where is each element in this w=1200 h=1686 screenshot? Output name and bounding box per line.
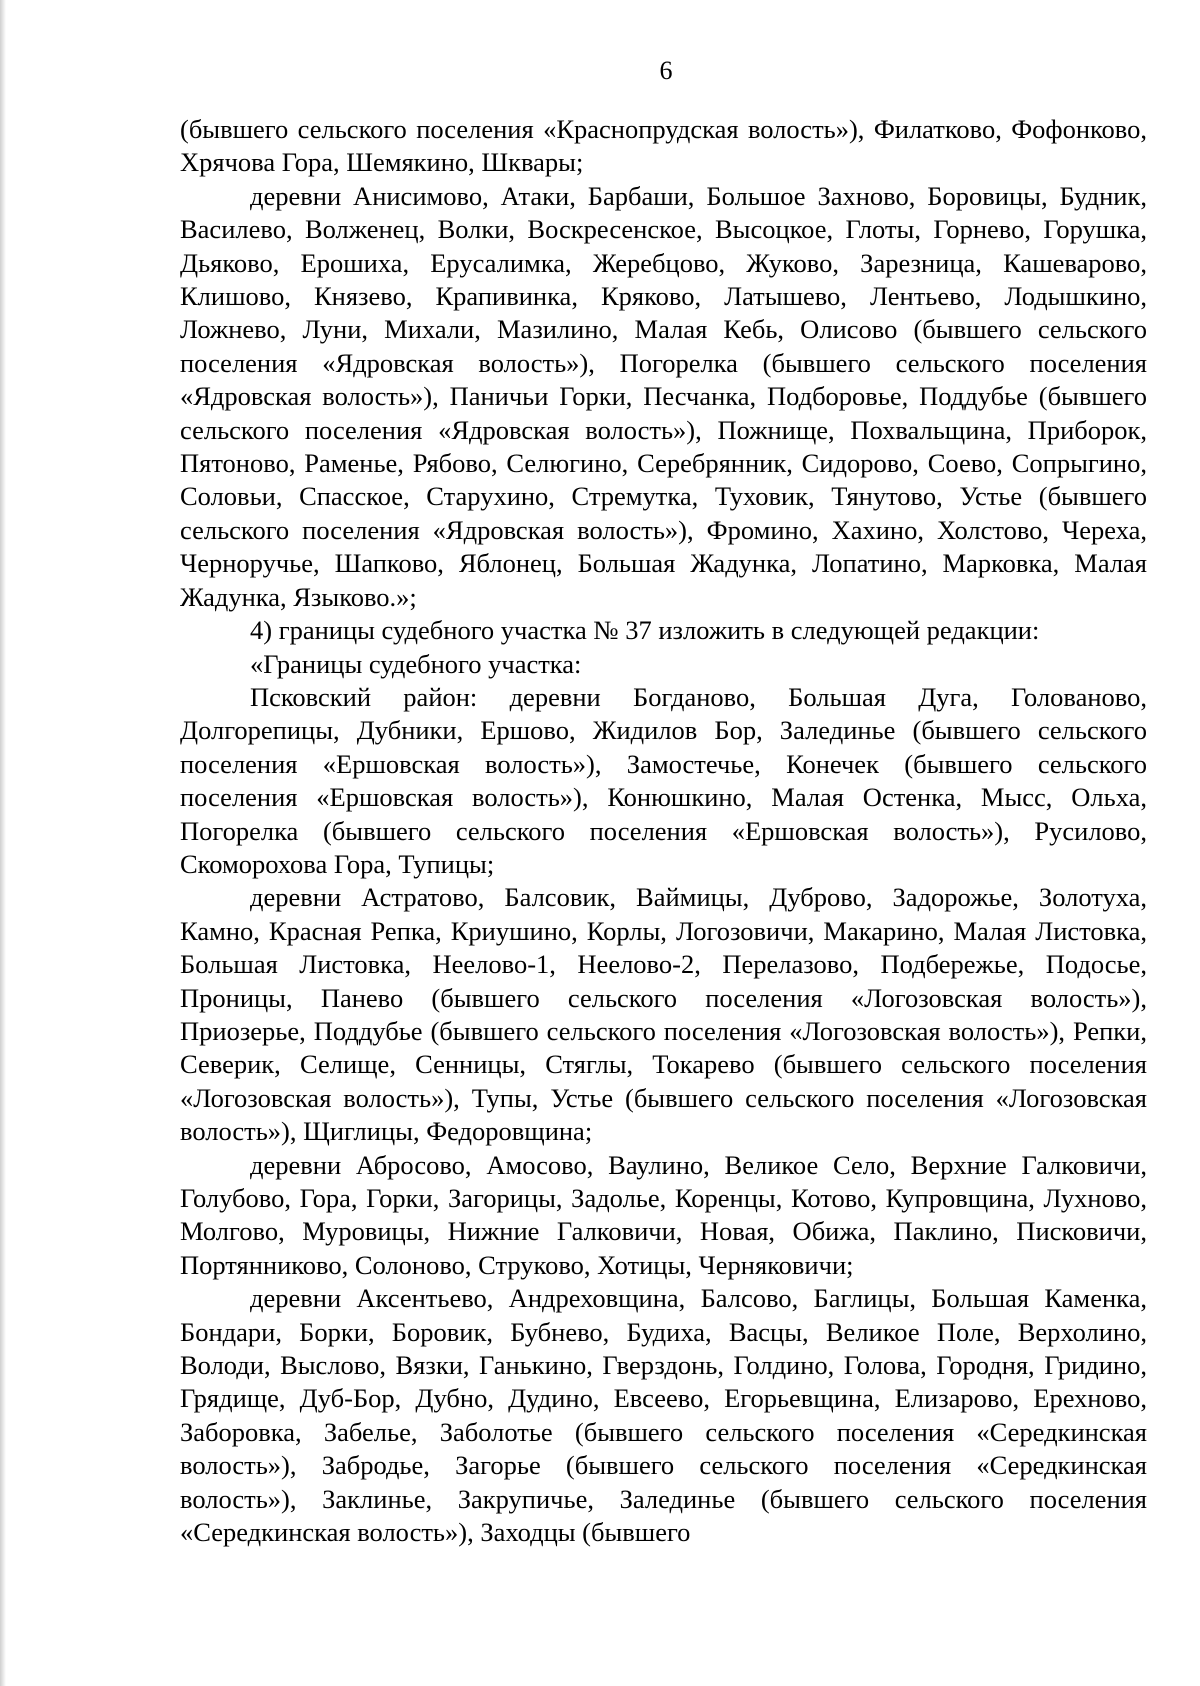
paragraph: деревни Анисимово, Атаки, Барбаши, Большое Захново, Боровицы, Будник, Василево, Волженец, Волки, Воскресенское, Высоцкое, Глоты, Горнево, Горушка, Дьяково, Ерошиха, Ерусалимка, Жеребцово, Жуково, Зарезница, Кашеварово, Клишово, Князево, Крапивинка, Кряково, Латышево, Лентьево, Лодышкино, Ложнево, Луни, Михали, Мазилино, Малая Кебь, Олисово (бывшего сельского поселения «Ядровская волость»), Погорелка (бывшего сельского поселения «Ядровская волость»), Паничьи Горки, Песчанка, Подборовье, Поддубье (бывшего сельского поселения «Ядровская волость»), Пожнище, Похвальщина, Приборок, Пятоново, Раменье, Рябово, Селюгино, Серебрянник, Сидорово, Соево, Сопрыгино, Соловьи, Спасское, Старухино, Стремутка, Туховик, Тянутово, Устье (бывшего сельского поселения «Ядровская волость»), Фромино, Хахино, Холстово, Череха, Черноручье, Шапково, Яблонец, Большая Жадунка, Лопатино, Марковка, Малая Жадунка, Языково.»; bbox=[180, 180, 1147, 612]
paragraph: деревни Аксентьево, Андреховщина, Балсово, Баглицы, Большая Каменка, Бондари, Борки, Боровик, Бубнево, Будиха, Васцы, Великое Поле, Верхолино, Володи, Выслово, Вязки, Ганькино, Гверздонь, Голдино, Голова, Городня, Гридино, Грядище, Дуб-Бор, Дубно, Дудино, Евсеево, Егорьевщина, Елизарово, Ерехново, Заборовка, Забелье, Заболотье (бывшего сельского поселения «Середкинская волость»), Забродье, Загорье (бывшего сельского поселения «Середкинская волость»), Заклинье, Закрупичье, Залединье (бывшего сельского поселения «Середкинская волость»), Заходцы (бывшего bbox=[180, 1283, 1147, 1548]
paragraph: «Границы судебного участка: bbox=[250, 648, 582, 679]
page-number: 6 bbox=[659, 56, 673, 85]
paragraph: 4) границы судебного участка № 37 изложить в следующей редакции: bbox=[250, 615, 1040, 646]
paragraph: (бывшего сельского поселения «Краснопрудская волость»), Филатково, Фофонково, Хрячова Гора, Шемякино, Шквары; bbox=[180, 114, 1147, 178]
scan-edge-shadow bbox=[0, 0, 6, 1686]
paragraph: деревни Астратово, Балсовик, Ваймицы, Дуброво, Задорожье, Золотуха, Камно, Красная Репка, Криушино, Корлы, Логозовичи, Макарино, Малая Листовка, Большая Листовка, Неелово-1, Неелово-2, Перелазово, Подбережье, Подосье, Проницы, Панево (бывшего сельского поселения «Логозовская волость»), Приозерье, Поддубье (бывшего сельского поселения «Логозовская волость»), Репки, Северик, Селище, Сенницы, Стяглы, Токарево (бывшего сельского поселения «Логозовская волость»), Тупы, Устье (бывшего сельского поселения «Логозовская волость»), Щиглицы, Федоровщина; bbox=[180, 882, 1147, 1147]
document-body bbox=[180, 113, 1147, 1549]
paragraph: Псковский район: деревни Богданово, Большая Дуга, Голованово, Долгорепицы, Дубники, Ершово, Жидилов Бор, Залединье (бывшего сельского поселения «Ершовская волость»), Замостечье, Конечек (бывшего сельского поселения «Ершовская волость»), Конюшкино, Малая Остенка, Мысс, Ольха, Погорелка (бывшего сельского поселения «Ершовская волость»), Русилово, Скоморохова Гора, Тупицы; bbox=[180, 681, 1147, 879]
paragraph: деревни Абросово, Амосово, Ваулино, Великое Село, Верхние Галковичи, Голубово, Гора, Горки, Загорицы, Задолье, Коренцы, Котово, Купровщина, Лухново, Молгово, Муровицы, Нижние Галковичи, Новая, Обижа, Паклино, Писковичи, Портянниково, Солоново, Струково, Хотицы, Черняковичи; bbox=[180, 1149, 1147, 1280]
